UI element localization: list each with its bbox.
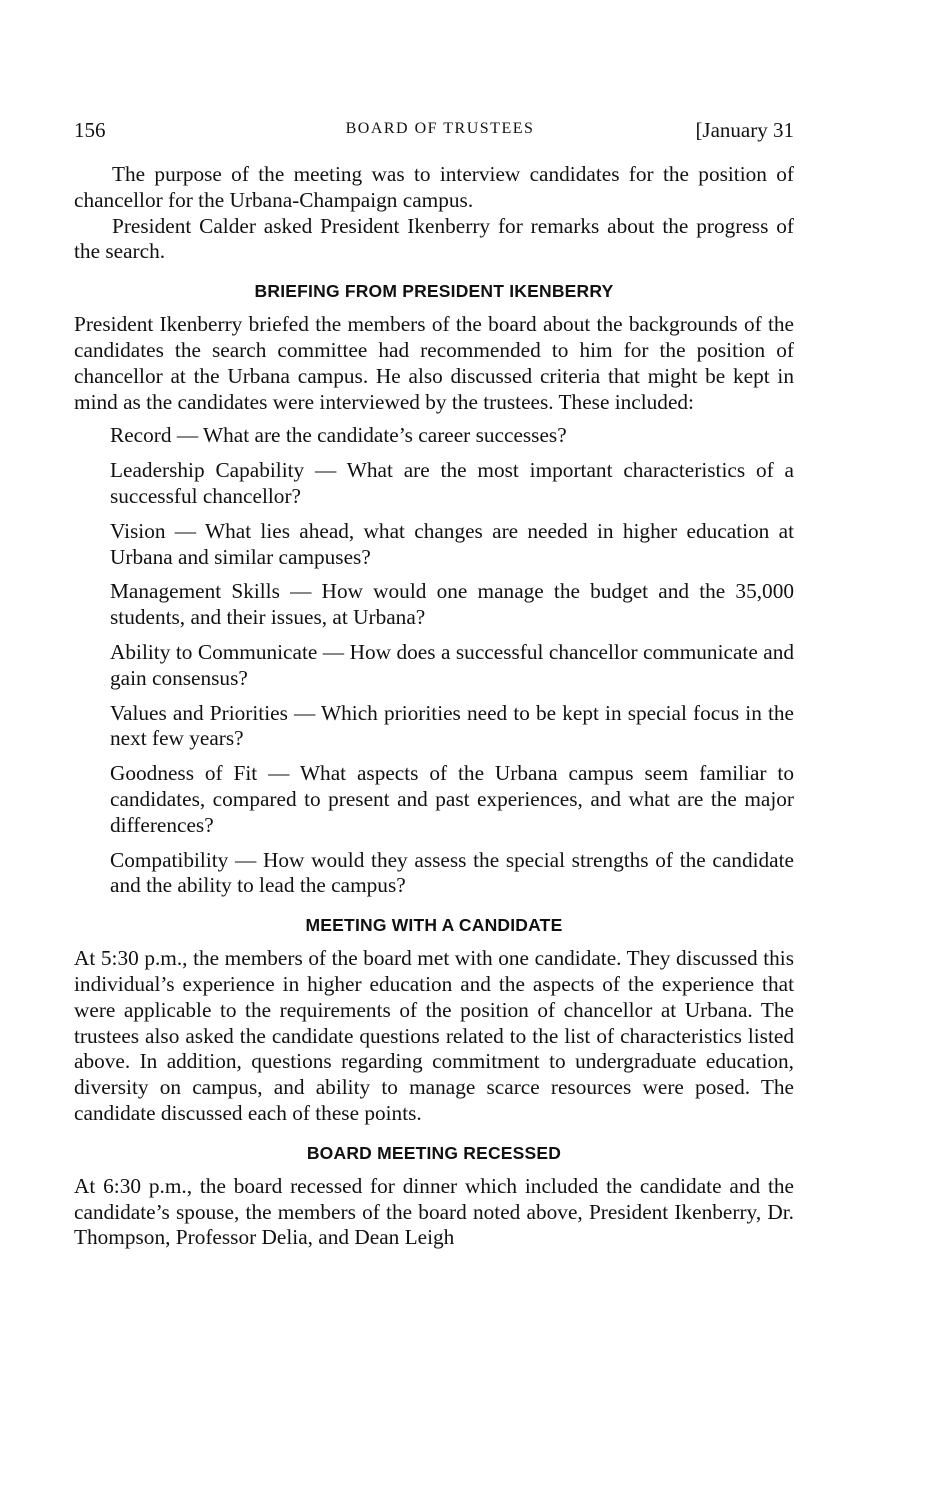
intro-paragraph: President Calder asked President Ikenberry for remarks about the progress of the search. xyxy=(74,213,794,264)
criteria-item: Management Skills — How would one manage the budget and the 35,000 students, and their issues, at Urbana? xyxy=(110,579,794,630)
criteria-item: Vision — What lies ahead, what changes are needed in higher education at Urbana and similar campuses? xyxy=(110,518,794,569)
intro-paragraph: The purpose of the meeting was to interview candidates for the position of chancellor for the Urbana-Champaign campus. xyxy=(74,162,794,212)
section-heading-meeting: MEETING WITH A CANDIDATE xyxy=(305,915,563,936)
document-page xyxy=(74,118,794,1251)
criteria-item: Ability to Communicate — How does a successful chancellor communicate and gain consensus? xyxy=(110,639,794,690)
criteria-item: Record — What are the candidate’s career successes? xyxy=(110,423,567,448)
recess-paragraph: At 6:30 p.m., the board recessed for dinner which included the candidate and the candidate’s spouse, the members of the board noted above, President Ikenberry, Dr. Thompson, Professor Delia, and Dean Leigh xyxy=(74,1173,794,1250)
criteria-list xyxy=(74,423,794,899)
section-heading-recess: BOARD MEETING RECESSED xyxy=(306,1142,562,1163)
meeting-paragraph: At 5:30 p.m., the members of the board met with one candidate. They discussed this individual’s experience in higher education and the aspects of the experience that were applicable to the requirements of the position of chancellor at Urbana. The trustees also asked the candidate questions related to the list of characteristics listed above. In addition, questions regarding commitment to undergraduate education, diversity on campus, and ability to manage scarce resources were posed. The candidate discussed each of these points. xyxy=(74,946,794,1125)
criteria-item: Values and Priorities — Which priorities need to be kept in special focus in the next few years? xyxy=(110,700,794,751)
criteria-item: Compatibility — How would they assess the special strengths of the candidate and the ability to lead the campus? xyxy=(110,847,794,898)
header-date: [January 31 xyxy=(695,118,794,142)
intro-section xyxy=(74,162,794,265)
section-heading-briefing: BRIEFING FROM PRESIDENT IKENBERRY xyxy=(254,281,614,302)
running-head xyxy=(74,118,794,152)
briefing-paragraph: President Ikenberry briefed the members of the board about the backgrounds of the candidates the search committee had recommended to him for the position of chancellor at the Urbana campus. He also discussed criteria that might be kept in mind as the candidates were interviewed by the trustees. These included: xyxy=(74,312,794,414)
criteria-item: Goodness of Fit — What aspects of the Urbana campus seem familiar to candidates, compared to present and past experiences, and what are the major differences? xyxy=(110,761,794,837)
criteria-item: Leadership Capability — What are the most important characteristics of a successful chancellor? xyxy=(110,458,794,508)
journal-title: BOARD OF TRUSTEES xyxy=(345,120,535,137)
page-number: 156 xyxy=(74,118,106,142)
